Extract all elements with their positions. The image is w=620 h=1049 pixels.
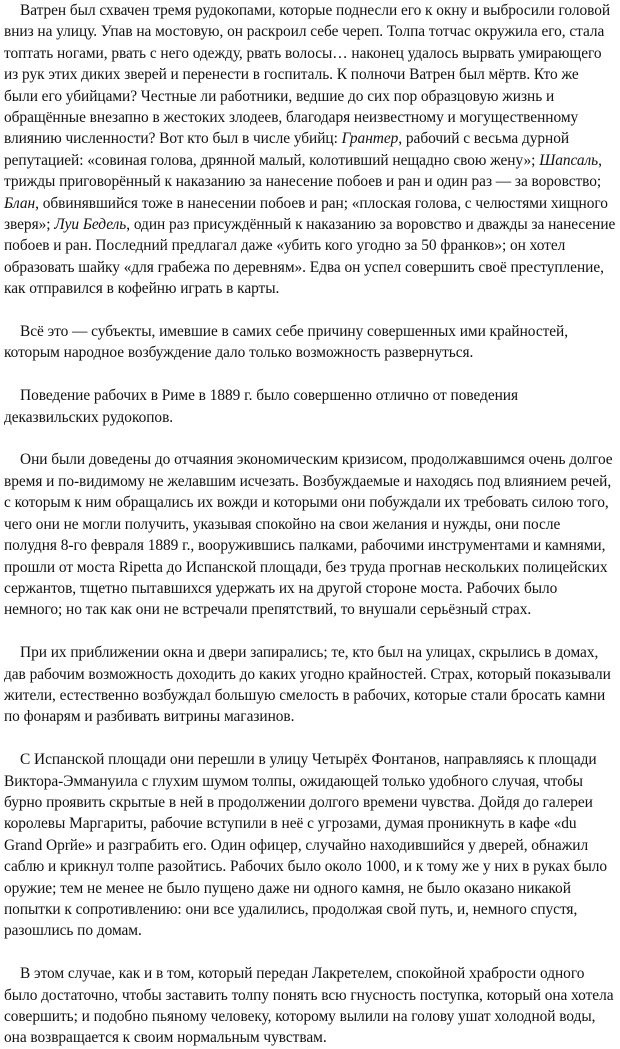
italic-name-blan: Блан [4, 194, 36, 212]
paragraph-text: , обвинявшийся тоже в нанесении побоев и ран; «плоская голова, с челюстями хищного зверя»; [4, 194, 608, 234]
paragraph-text: , один раз присуждённый к наказанию за воровство и дважды за нанесение побоев и ран. Последний предлагал даже «убить кого угодно за 50 франков»; он хотел образовать шайку «для грабежа по деревням». Едва он успел совершить своё преступление, как отправился в кофейню играть в карты. [4, 216, 616, 298]
paragraph-text: Поведение рабочих в Риме в 1889 г. было совершенно отлично от поведения деказвильских рудокопов. [4, 387, 519, 426]
paragraph-5 [4, 642, 616, 728]
paragraph-7 [4, 963, 616, 1049]
paragraph-text: Ватрен был схвачен тремя рудокопами, которые поднесли его к окну и выбросили головой вниз на улицу. Упав на мостовую, он раскроил себе череп. Толпа тотчас окружила его, стала топтать ногами, рвать с него одежду, рвать волосы… наконец удалось вырвать умирающего из рук этих диких зверей и перенести в госпиталь. К полночи Ватрен был мёртв. Кто же были его убийцами? Честные ли работники, ведшие до сих пор образцовую жизнь и обращённые внезапно в жестоких злодеев, благодаря неизвестному и могущественному влиянию численности? Вот кто был в числе убийц: [4, 2, 611, 148]
paragraph-4 [4, 449, 616, 620]
paragraph-6 [4, 749, 616, 942]
italic-name-granter: Грантер [341, 130, 399, 148]
italic-name-shapsal: Шапсаль [539, 151, 599, 169]
italic-name-louis-bedel: Луи Бедель [54, 216, 127, 234]
paragraph-text: С Испанской площади они перешли в улицу Четырёх Фонтанов, направляясь к площади Виктора-Эммануила с глухим шумом толпы, ожидающей только удобного случая, чтобы бурно проявить скрытые в ней в продолжении долгого времени чувства. Дойдя до галереи королевы Маргариты, рабочие вступили в неё с угрозами, думая проникнуть в кафе «du Grand Орrйе» и разграбить его. Один офицер, случайно находившийся у дверей, обнажил саблю и крикнул толпе разойтись. Рабочих было около 1000, и к тому же у них в руках было оружие; тем не менее не было пущено даже ни одного камня, не было оказано никакой попытки к сопротивлению: они все удалились, продолжая свой путь, и, немного спустя, разошлись по домам. [4, 751, 608, 940]
paragraph-text: , трижды приговорённый к наказанию за нанесение побоев и ран и один раз — за воровство; [4, 151, 602, 191]
paragraph-text: При их приближении окна и двери запирались; те, кто был на улицах, скрылись в домах, дав рабочим возможность доходить до каких угодно крайностей. Страх, который показывали жители, естественно возбуждал большую смелость в рабочих, которые стали бросать камни по фонарям и разбивать витрины магазинов. [4, 644, 611, 726]
paragraph-text: Всё это — субъекты, имевшие в самих себе причину совершенных ими крайностей, которым народное возбуждение дало только возможность развернуться. [4, 323, 569, 362]
paragraph-3 [4, 385, 616, 428]
paragraph-text: В этом случае, как и в том, который передан Лакретелем, спокойной храбрости одного было достаточно, чтобы заставить толпу понять всю гнусность поступка, который она хотела совершить; и подобно пьяному человеку, которому вылили на голову ушат холодной воды, она возвращается к своим нормальным чувствам. [4, 965, 614, 1047]
document-page [4, 0, 616, 1049]
paragraph-text: , рабочий с весьма дурной репутацией: «совиная голова, дрянной малый, колотивший нещадно свою жену»; [4, 130, 570, 169]
paragraph-2 [4, 321, 616, 364]
paragraph-1 [4, 0, 616, 300]
paragraph-text: Они были доведены до отчаяния экономическим кризисом, продолжавшимся очень долгое время и по-видимому не желавшим исчезать. Возбуждаемые и находясь под влиянием речей, с которым к ним обращались их вожди и которыми они побуждали их требовать силою того, чего они не могли получить, указывая спокойно на свои желания и нужды, они после полудня 8-го февраля 1889 г., вооружившись палками, рабочими инструментами и камнями, прошли от моста Ripetta до Испанской площади, без труда прогнав нескольких полицейских сержантов, тщетно пытавшихся удержать их на другой стороне моста. Рабочих было немного; но так как они не встречали препятствий, то внушали серьёзный страх. [4, 451, 613, 619]
